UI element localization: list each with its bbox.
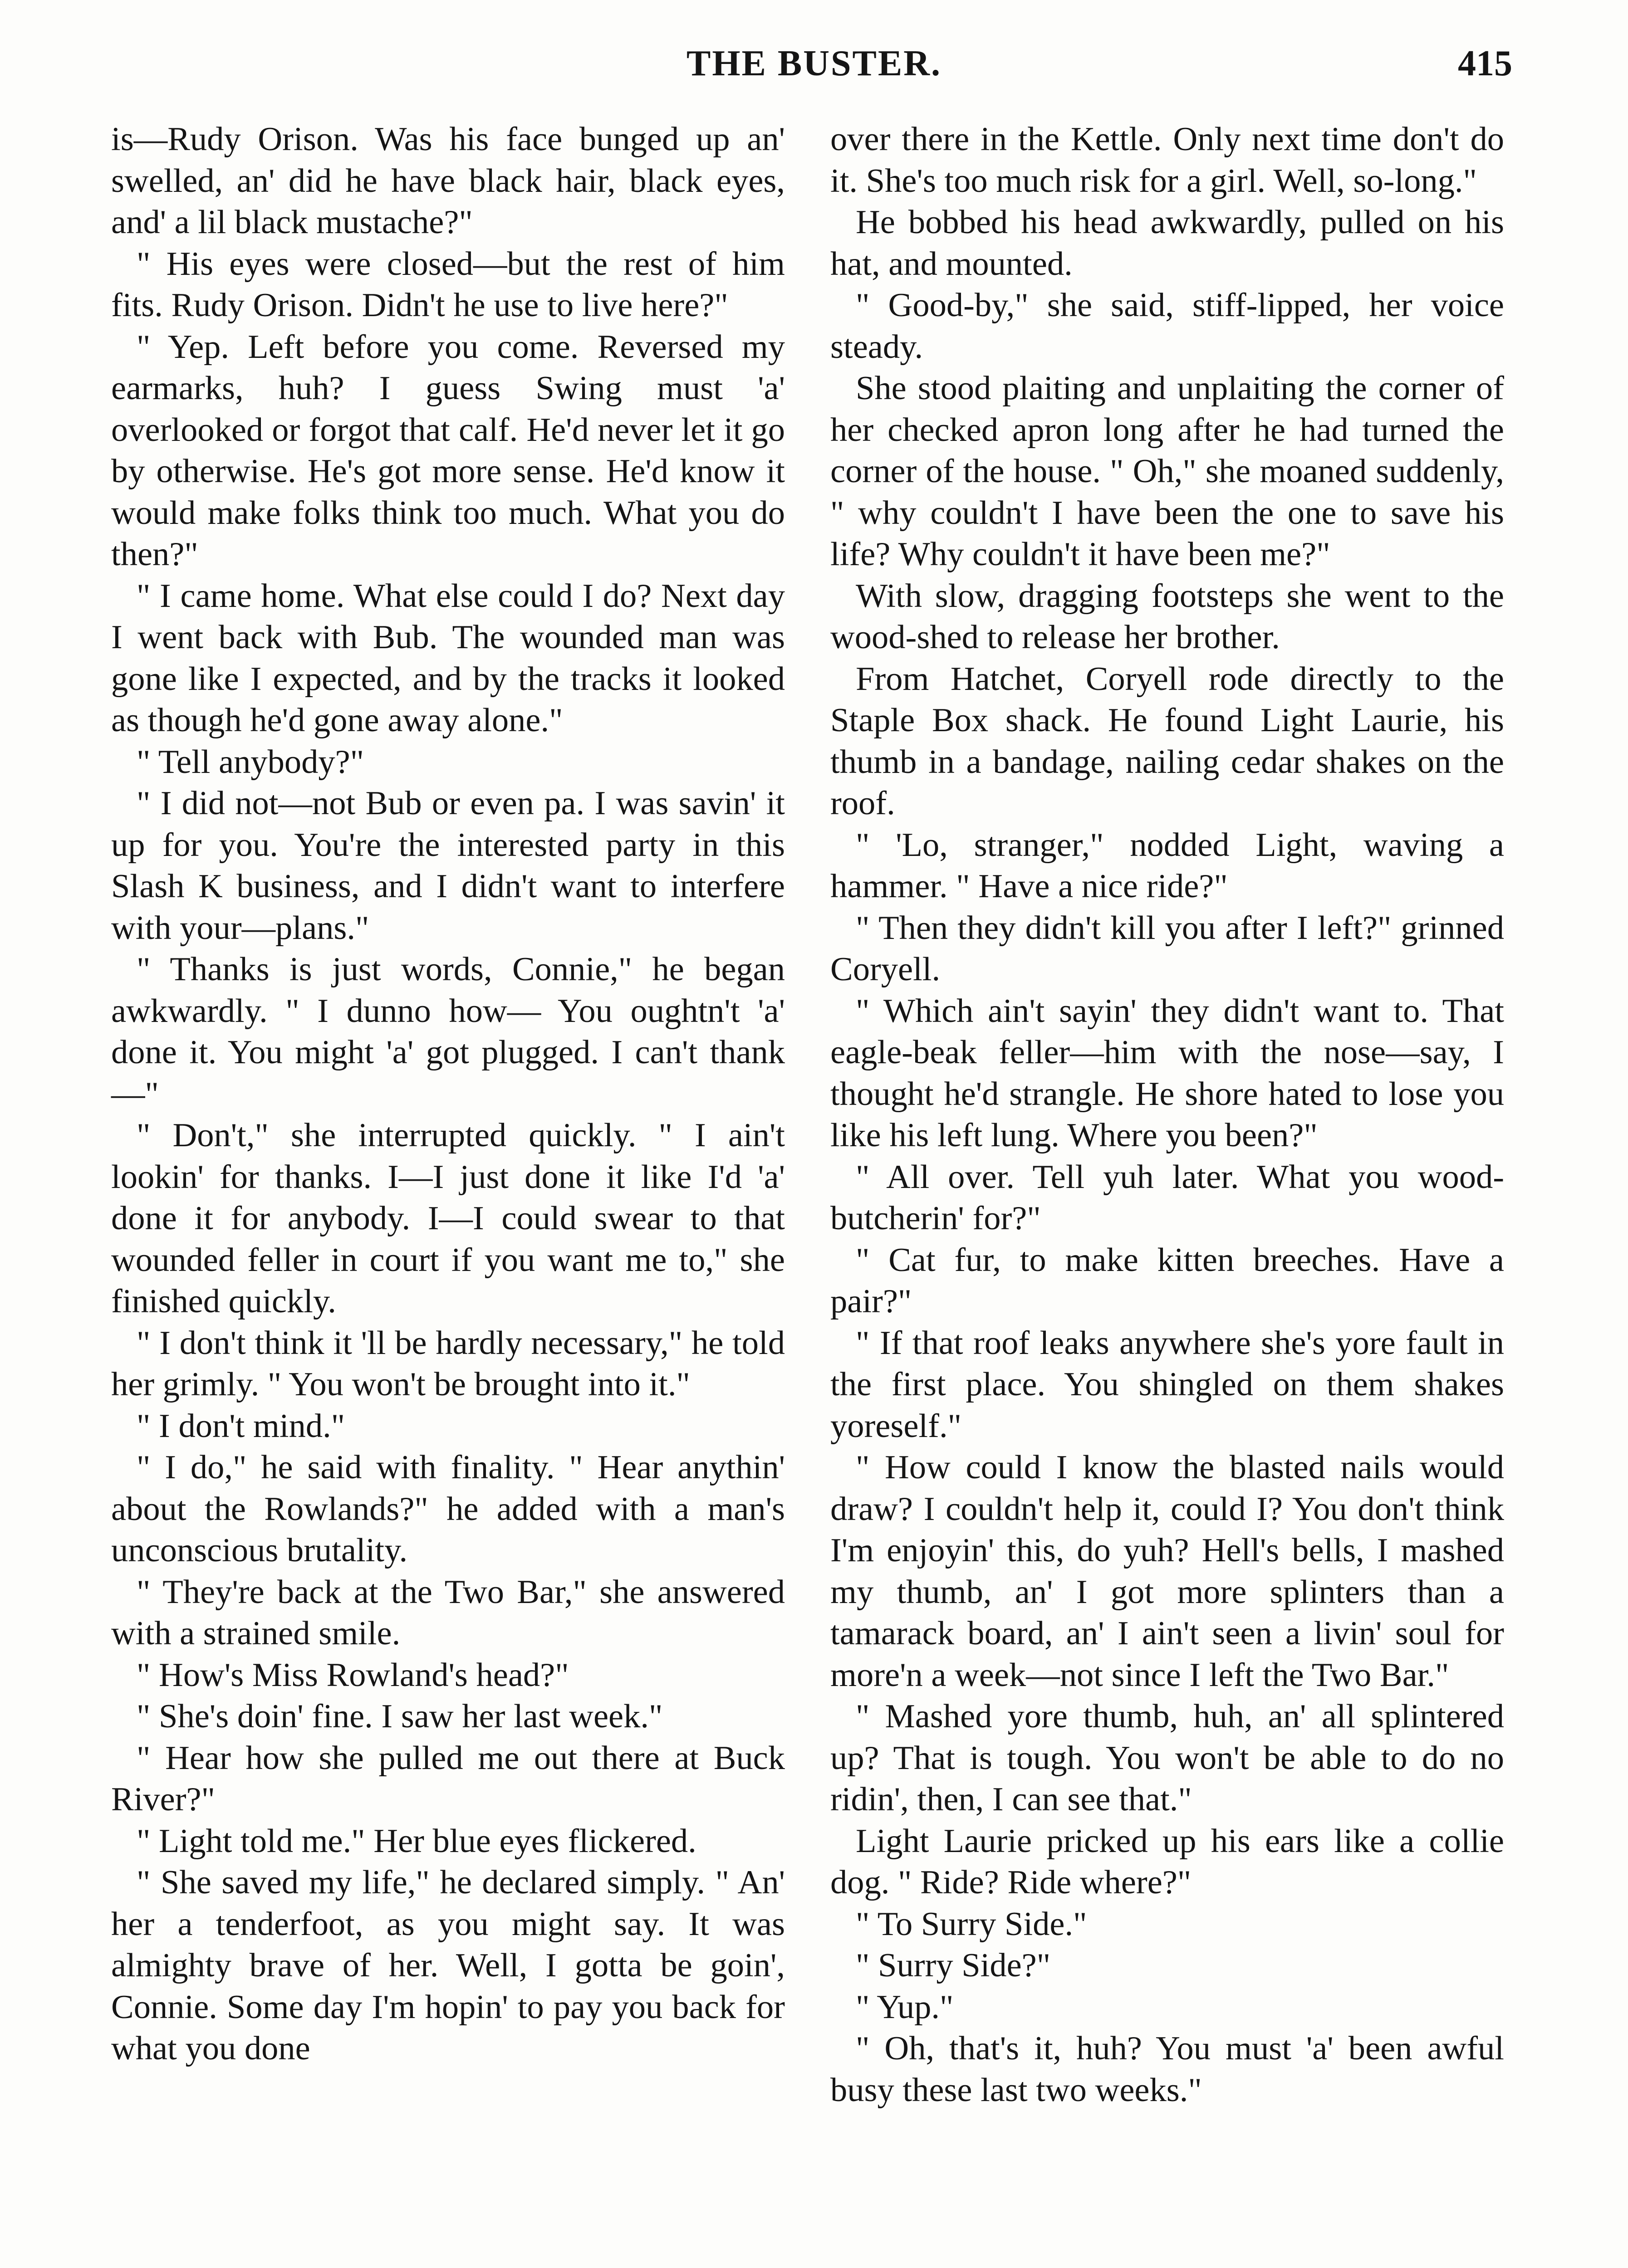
paragraph: " Don't," she interrupted quickly. " I ain't lookin' for thanks. I—I just done it like I'd 'a' done it for anybody. I—I could swear to that wounded feller in court if you want me to," she finished quickly. <box>111 1117 785 1320</box>
paragraph: " His eyes were closed—but the rest of him fits. Rudy Orison. Didn't he use to live here?" <box>111 245 785 324</box>
paragraph: Light Laurie pricked up his ears like a collie dog. " Ride? Ride where?" <box>830 1822 1504 1901</box>
paragraph: From Hatchet, Coryell rode directly to the Staple Box shack. He found Light Laurie, his thumb in a bandage, nailing cedar shakes on the roof. <box>830 660 1504 822</box>
paragraph: " I don't mind." <box>137 1407 345 1445</box>
paragraph: With slow, dragging footsteps she went to the wood-shed to release her brother. <box>830 577 1504 656</box>
paragraph: She stood plaiting and unplaiting the corner of her checked apron long after he had turned the corner of the house. " Oh," she moaned suddenly, " why couldn't I have been the one to save his life? Why couldn't it have been me?" <box>830 370 1504 573</box>
paragraph: " Hear how she pulled me out there at Buck River?" <box>111 1739 785 1818</box>
paragraph: " She saved my life," he declared simply. " An' her a tenderfoot, as you might say. It was almighty brave of her. Well, I gotta be goin', Connie. Some day I'm hopin' to pay you back for what you done <box>111 1864 785 2067</box>
paragraph: " To Surry Side." <box>856 1905 1087 1943</box>
paragraph: " Then they didn't kill you after I left?" grinned Coryell. <box>830 909 1504 988</box>
paragraph: " If that roof leaks anywhere she's yore fault in the first place. You shingled on them shakes yoreself." <box>830 1324 1504 1445</box>
paragraph: " I do," he said with finality. " Hear anythin' about the Rowlands?" he added with a man's unconscious brutality. <box>111 1449 785 1569</box>
paragraph: " Oh, that's it, huh? You must 'a' been awful busy these last two weeks." <box>830 2030 1504 2109</box>
paragraph: over there in the Kettle. Only next time don't do it. She's too much risk for a girl. Well, so-long." <box>830 121 1504 200</box>
paragraph: " Yep. Left before you come. Reversed my earmarks, huh? I guess Swing must 'a' overlooked or forgot that calf. He'd never let it go by otherwise. He's got more sense. He'd know it would make folks think too much. What you do then?" <box>111 328 785 573</box>
page-header <box>0 43 1628 93</box>
paragraph: " How could I know the blasted nails would draw? I couldn't help it, could I? You don't think I'm enjoyin' this, do yuh? Hell's bells, I mashed my thumb, an' I got more splinters than a tamarack board, an' I ain't seen a livin' soul for more'n a week—not since I left the Two Bar." <box>830 1449 1504 1694</box>
paragraph: " They're back at the Two Bar," she answered with a strained smile. <box>111 1573 785 1652</box>
paragraph: " Yup." <box>856 1988 954 2026</box>
paragraph: " She's doin' fine. I saw her last week." <box>137 1698 663 1735</box>
paragraph: " Surry Side?" <box>856 1947 1051 1984</box>
paragraph: " Which ain't sayin' they didn't want to. That eagle-beak feller—him with the nose—say, I thought he'd strangle. He shore hated to lose you like his left lung. Where you been?" <box>830 992 1504 1154</box>
paragraph: " Tell anybody?" <box>137 743 364 781</box>
paragraph: " Thanks is just words, Connie," he began awkwardly. " I dunno how— You oughtn't 'a' done it. You might 'a' got plugged. I can't thank—" <box>111 951 785 1113</box>
paragraph: " All over. Tell yuh later. What you wood-butcherin' for?" <box>830 1158 1504 1237</box>
paragraph: " Light told me." Her blue eyes flickered. <box>137 1822 696 1860</box>
paragraph: He bobbed his head awkwardly, pulled on his hat, and mounted. <box>830 204 1504 283</box>
paragraph: " How's Miss Rowland's head?" <box>137 1656 569 1694</box>
running-title: THE BUSTER. <box>686 44 942 83</box>
paragraph: " I did not—not Bub or even pa. I was savin' it up for you. You're the interested party in this Slash K business, and I didn't want to interfere with your—plans." <box>111 785 785 947</box>
paragraph: " I don't think it 'll be hardly necessary," he told her grimly. " You won't be brought into it." <box>111 1324 785 1403</box>
page-number: 415 <box>1458 44 1512 83</box>
left-text-column <box>111 119 785 2070</box>
paragraph: " I came home. What else could I do? Next day I went back with Bub. The wounded man was gone like I expected, and by the tracks it looked as though he'd gone away alone." <box>111 577 785 739</box>
paragraph: " 'Lo, stranger," nodded Light, waving a hammer. " Have a nice ride?" <box>830 826 1504 905</box>
paragraph: " Good-by," she said, stiff-lipped, her voice steady. <box>830 287 1504 366</box>
paragraph: " Mashed yore thumb, huh, an' all splintered up? That is tough. You won't be able to do no ridin', then, I can see that." <box>830 1698 1504 1818</box>
paragraph: is—Rudy Orison. Was his face bunged up an' swelled, an' did he have black hair, black eyes, and' a lil black mustache?" <box>111 121 785 241</box>
paragraph: " Cat fur, to make kitten breeches. Have a pair?" <box>830 1241 1504 1320</box>
right-text-column <box>830 119 1504 2111</box>
